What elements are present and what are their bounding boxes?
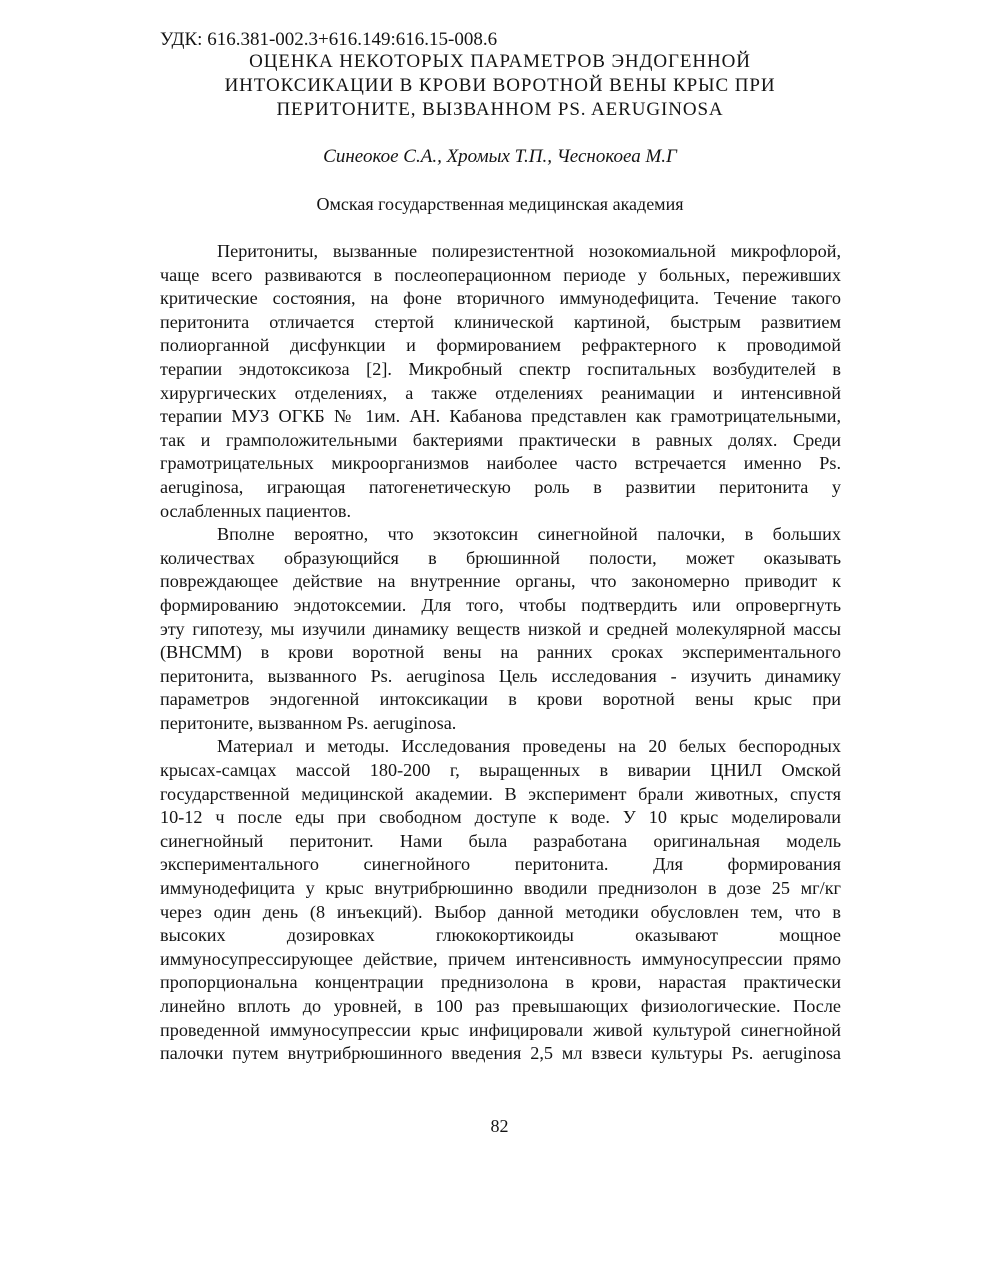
text-line: Вполне вероятно, что экзотоксин синегнойной палочки, в больших xyxy=(217,524,841,545)
text-line: палочки путем внутрибрюшинного введения 2,5 мл взвеси культуры Ps. aeruginosa xyxy=(160,1043,841,1064)
text-line: количествах образующийся в брюшинной полости, может оказывать xyxy=(160,547,841,568)
text-line: проведенной иммуносупрессии крыс инфицировали живой культурой синегнойной xyxy=(160,1019,841,1040)
text-line: терапии МУЗ ОГКБ № 1им. АН. Кабанова представлен как грамотрицательными, xyxy=(160,406,841,427)
text-line: aeruginosa, играющая патогенетическую роль в развитии перитонита у xyxy=(160,476,841,497)
paragraph-methods xyxy=(160,735,841,1065)
text-line: ослабленных пациентов. xyxy=(160,500,352,521)
text-line: так и грамположительными бактериями практически в равных долях. Среди xyxy=(160,429,841,450)
text-line: перитонита, вызванного Ps. aeruginosa Цель исследования - изучить динамику xyxy=(160,665,841,686)
title-line: ОЦЕНКА НЕКОТОРЫХ ПАРАМЕТРОВ ЭНДОГЕННОЙ xyxy=(249,51,751,72)
text-line: Материал и методы. Исследования проведены на 20 белых беспородных xyxy=(217,736,841,757)
text-line: эту гипотезу, мы изучили динамику веществ низкой и средней молекулярной массы xyxy=(160,618,841,639)
text-line: (ВНСММ) в крови воротной вены на ранних сроках экспериментального xyxy=(160,642,841,663)
article-body xyxy=(160,240,841,1066)
text-line: полиорганной дисфункции и формированием рефрактерного к проводимой xyxy=(160,335,841,356)
paragraph-introduction xyxy=(160,240,841,523)
text-line: экспериментального синегнойного перитонита. Для формирования xyxy=(160,854,841,875)
text-line: грамотрицательных микроорганизмов наиболее часто встречается именно Ps. xyxy=(160,453,841,474)
text-line: Перитониты, вызванные полирезистентной нозокомиальной микрофлорой, xyxy=(217,241,841,261)
text-line: иммунодефицита у крыс внутрибрюшинно вводили преднизолон в дозе 25 мг/кг xyxy=(160,878,841,899)
text-line: крысах-самцах массой 180-200 г, выращенных в виварии ЦНИЛ Омской xyxy=(160,760,841,781)
text-line: терапии эндотоксикоза [2]. Микробный спектр госпитальных возбудителей в xyxy=(160,358,841,379)
text-line: 10-12 ч после еды при свободном доступе к воде. У 10 крыс моделировали xyxy=(160,807,841,828)
text-line: через один день (8 инъекций). Выбор данной методики обусловлен тем, что в xyxy=(160,901,841,922)
text-line: высоких дозировках глюкокортикоиды оказывают мощное xyxy=(160,925,841,946)
udk-code: УДК: 616.381-002.3+616.149:616.15-008.6 xyxy=(160,29,498,50)
article-title xyxy=(150,50,850,122)
paragraph-hypothesis xyxy=(160,523,841,735)
title-line: ПЕРИТОНИТЕ, ВЫЗВАННОМ PS. AERUGINOSA xyxy=(276,99,724,120)
text-line: параметров эндогенной интоксикации в крови воротной вены крыс при xyxy=(160,689,841,710)
text-line: иммуносупрессирующее действие, причем интенсивность иммуносупрессии прямо xyxy=(160,948,841,969)
text-line: хирургических отделениях, а также отделениях реанимации и интенсивной xyxy=(160,382,841,403)
text-line: повреждающее действие на внутренние органы, что закономерно приводит к xyxy=(160,571,841,592)
text-line: линейно вплоть до уровней, в 100 раз превышающих физиологические. После xyxy=(160,996,841,1016)
text-line: синегнойный перитонит. Нами была разработана оригинальная модель xyxy=(160,830,841,851)
text-line: пропорциональна концентрации преднизолона в крови, нарастая практически xyxy=(160,972,841,993)
text-line: перитонита отличается стертой клинической картиной, быстрым развитием xyxy=(160,311,841,332)
text-line: чаще всего развиваются в послеоперационном периоде у больных, переживших xyxy=(160,264,841,285)
text-line: государственной медицинской академии. В эксперимент брали животных, спустя xyxy=(160,783,841,804)
text-line: перитоните, вызванном Ps. aeruginosa. xyxy=(160,712,457,733)
page-number: 82 xyxy=(490,1116,509,1136)
text-line: критические состояния, на фоне вторичного иммунодефицита. Течение такого xyxy=(160,288,841,309)
title-line: ИНТОКСИКАЦИИ В КРОВИ ВОРОТНОЙ ВЕНЫ КРЫС ПРИ xyxy=(224,75,776,96)
affiliation: Омская государственная медицинская академия xyxy=(316,194,684,214)
authors: Синеокое С.А., Хромых Т.П., Чеснокоеа М.Г xyxy=(323,146,677,167)
text-line: формированию эндотоксемии. Для того, чтобы подтвердить или опровергнуть xyxy=(160,594,841,615)
